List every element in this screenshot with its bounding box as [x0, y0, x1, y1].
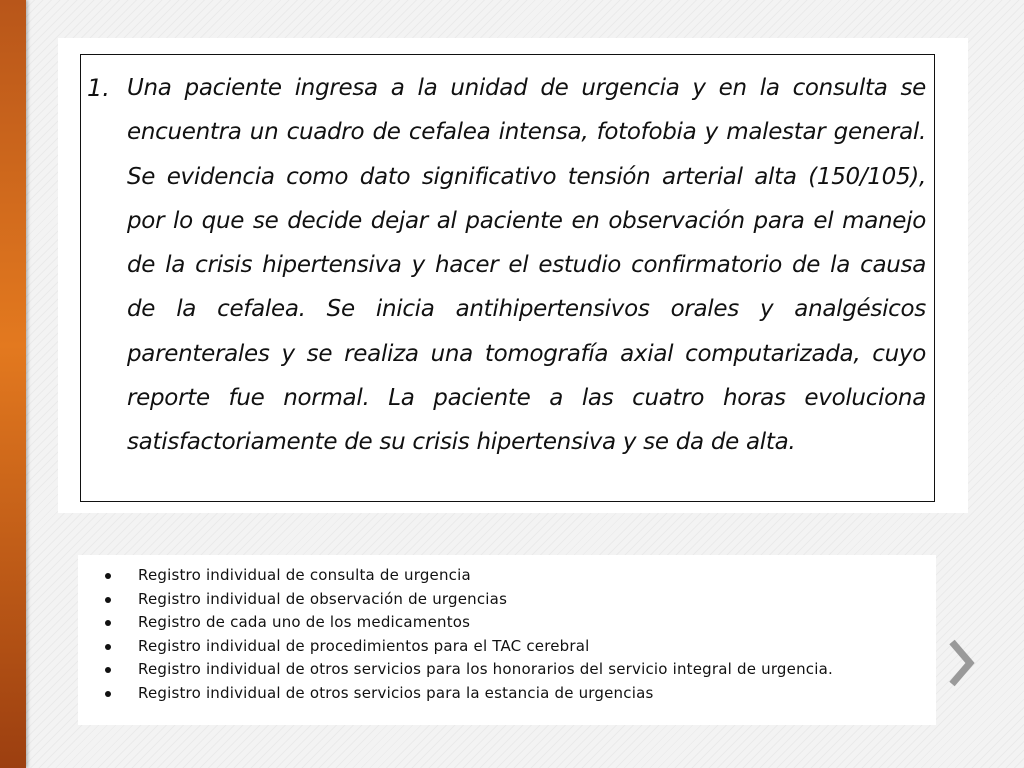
list-item-text: Registro individual de observación de urgencias	[138, 589, 508, 608]
list-item	[100, 564, 913, 588]
bullet-icon	[105, 573, 111, 579]
list-item-text: Registro individual de otros servicios para los honorarios del servicio integral de urgencia.	[138, 660, 833, 678]
records-list	[100, 564, 913, 705]
case-number: 1.	[87, 74, 110, 102]
bullet-icon	[105, 597, 111, 603]
accent-bar	[0, 0, 26, 768]
next-slide-button[interactable]	[946, 638, 976, 688]
chevron-right-icon	[946, 638, 976, 688]
records-panel	[78, 555, 936, 725]
list-item	[100, 658, 913, 682]
list-item-text: Registro individual de procedimientos para el TAC cerebral	[138, 636, 590, 655]
list-item	[100, 682, 913, 706]
list-item	[100, 611, 913, 635]
bullet-icon	[105, 691, 111, 697]
list-item-text: Registro individual de consulta de urgencia	[138, 566, 471, 584]
case-description-box	[80, 54, 935, 502]
list-item	[100, 588, 913, 612]
list-item-text: Registro de cada uno de los medicamentos	[138, 613, 471, 631]
bullet-icon	[105, 667, 111, 673]
bullet-icon	[105, 644, 111, 650]
list-item	[100, 635, 913, 659]
case-description-text: Una paciente ingresa a la unidad de urgencia y en la consulta se encuentra un cuadro de cefalea intensa, fotofobia y malestar general. Se evidencia como dato significativo tensión arterial alta (150/105), por lo que se decide dejar al paciente en observación para el manejo de la crisis hipertensiva y hacer el estudio confirmatorio de la causa de la cefalea. Se inicia antihipertensivos orales y analgésicos parenterales y se realiza una tomografía axial computarizada, cuyo reporte fue normal. La paciente a las cuatro horas evoluciona satisfactoriamente de su crisis hipertensiva y se da de alta.	[127, 75, 926, 456]
list-item-text: Registro individual de otros servicios para la estancia de urgencias	[138, 683, 654, 702]
bullet-icon	[105, 620, 111, 626]
